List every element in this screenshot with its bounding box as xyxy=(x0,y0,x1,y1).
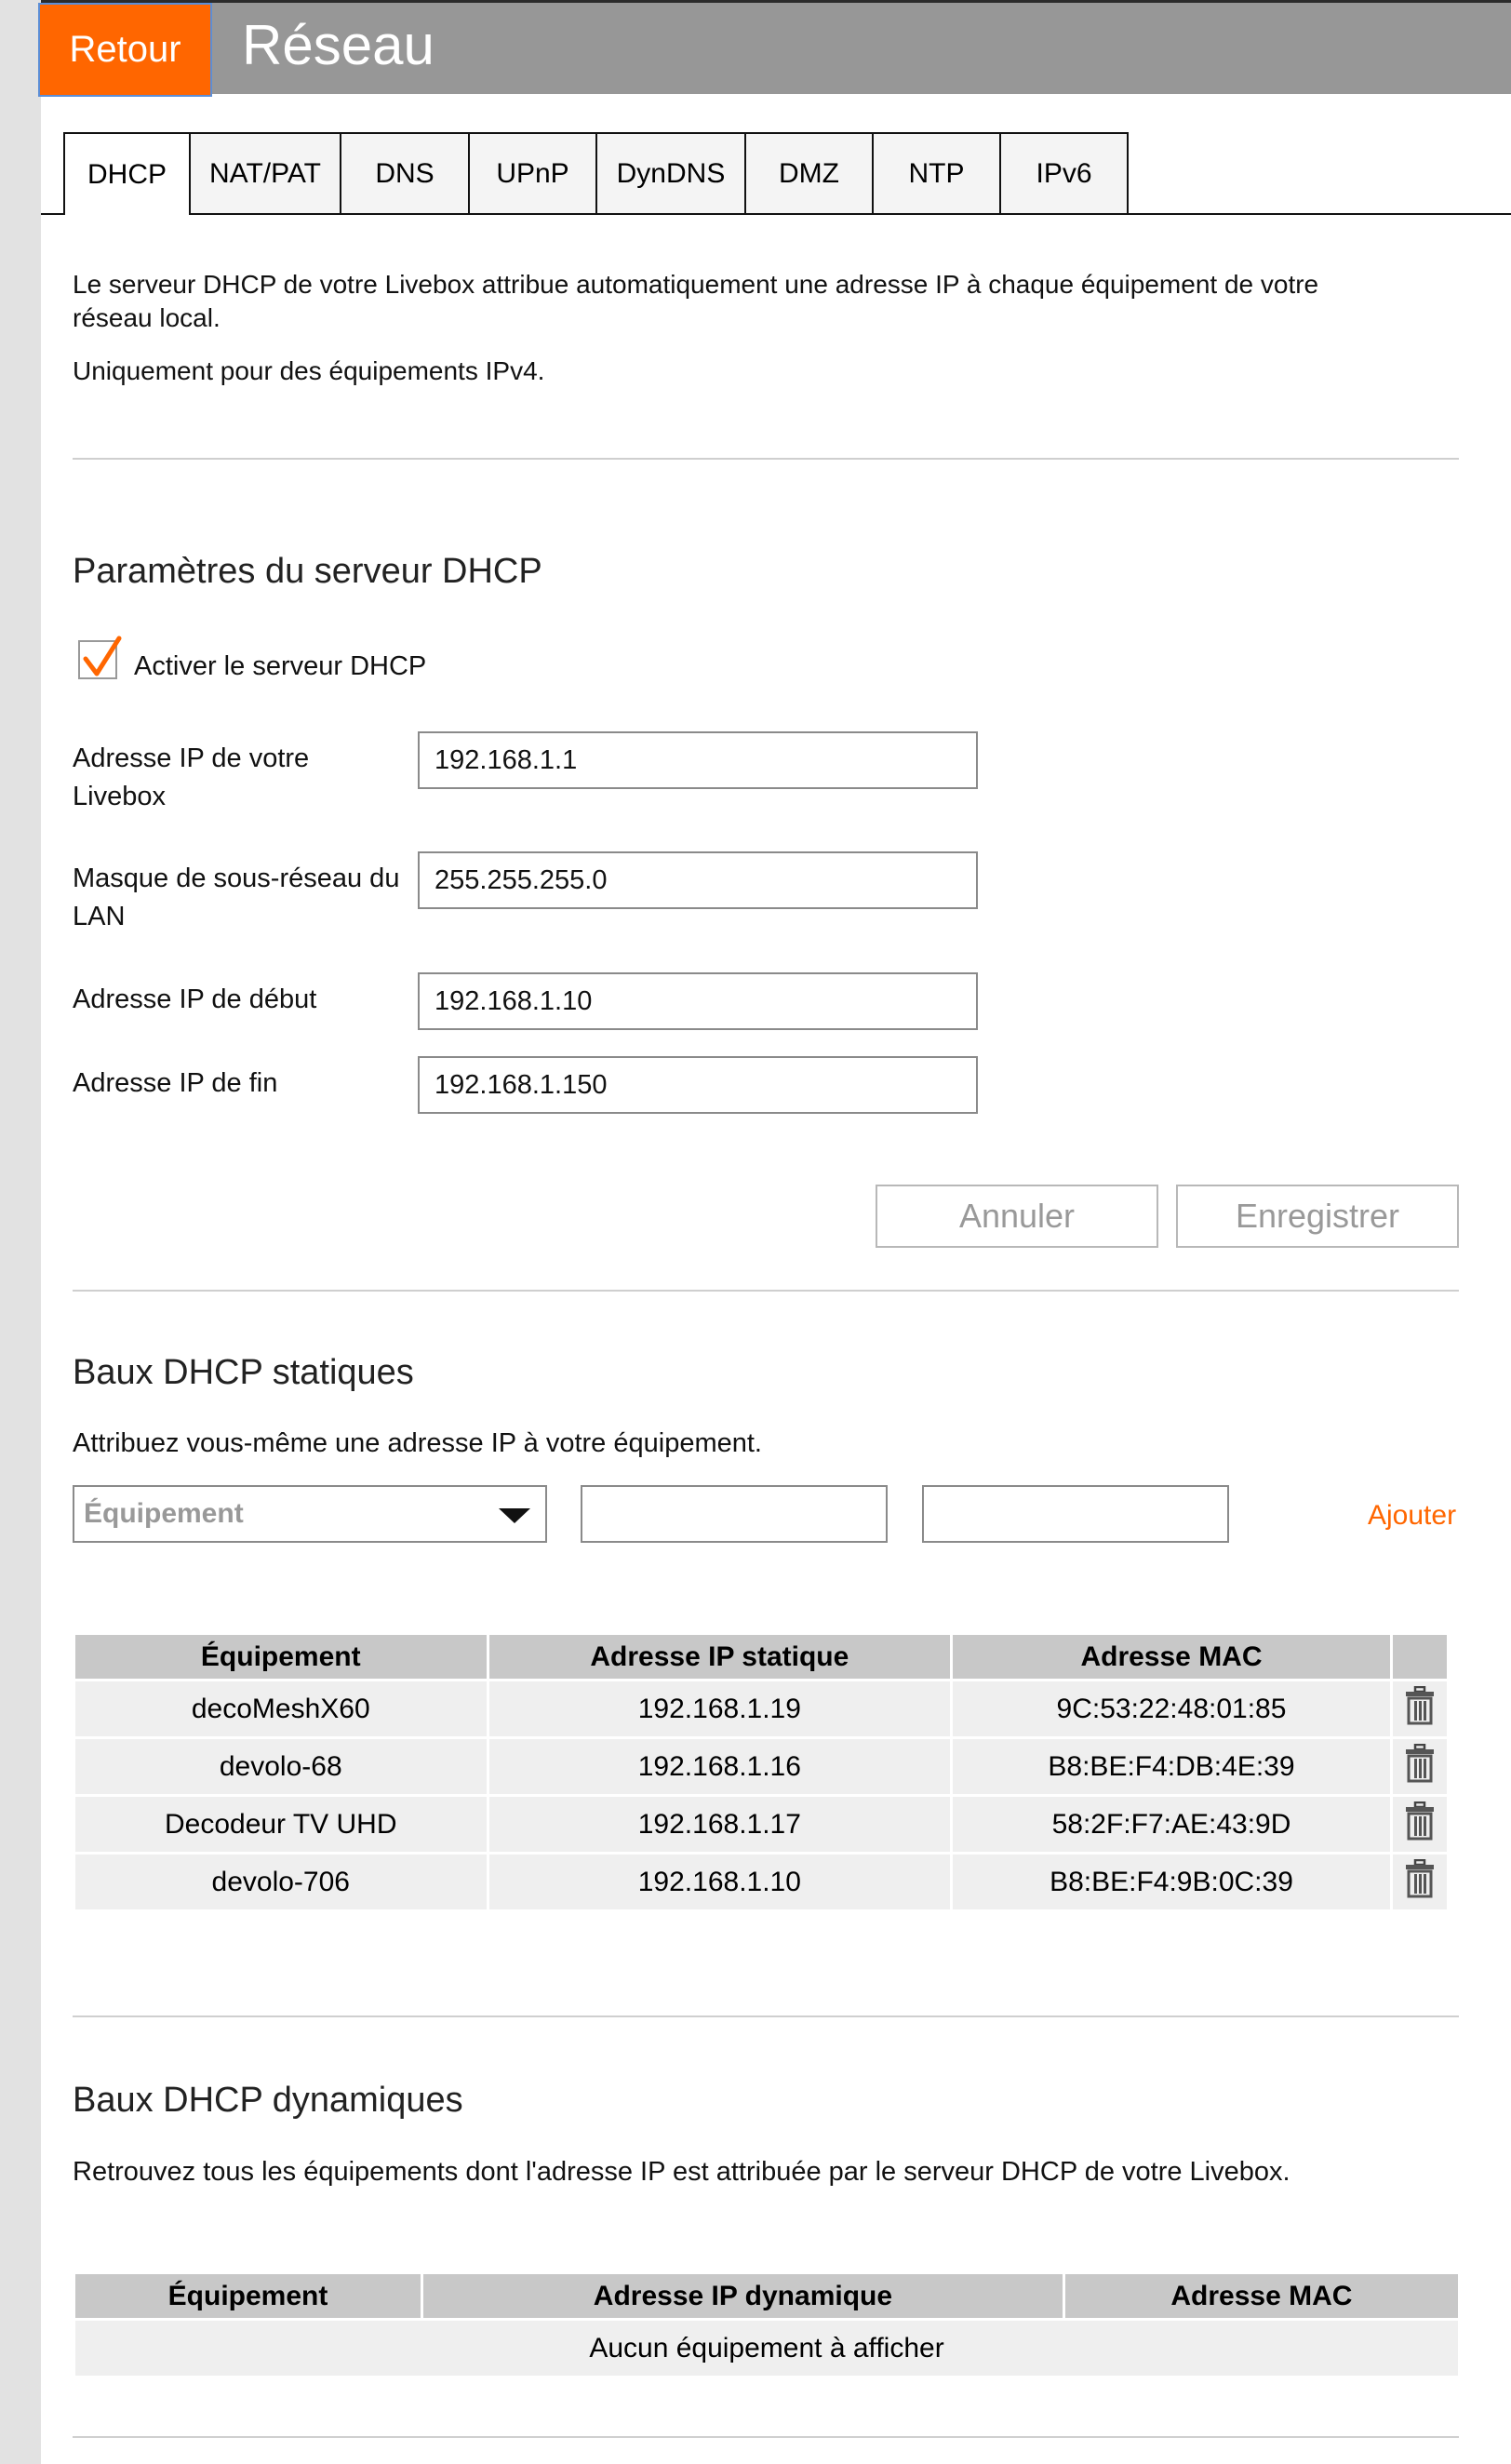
trash-icon[interactable] xyxy=(1405,1686,1435,1733)
cell-device: devolo-706 xyxy=(75,1855,487,1909)
subnet-mask-label: Masque de sous-réseau du xyxy=(73,864,400,893)
back-button[interactable]: Retour xyxy=(38,3,212,97)
start-ip-label: Adresse IP de début xyxy=(73,984,317,1014)
subnet-mask-input[interactable] xyxy=(418,851,978,909)
dynamic-leases-table xyxy=(73,2271,1461,2378)
column-header-mac: Adresse MAC xyxy=(953,1635,1390,1679)
divider xyxy=(73,1290,1459,1292)
cell-device: devolo-68 xyxy=(75,1739,487,1794)
tab-ntp[interactable]: NTP xyxy=(874,132,1001,215)
tab-dns[interactable]: DNS xyxy=(341,132,470,215)
page-title: Réseau xyxy=(242,13,435,76)
intro-text-line-2: réseau local. xyxy=(73,303,221,332)
column-header-dynamic-ip: Adresse IP dynamique xyxy=(423,2274,1063,2318)
enable-dhcp-checkbox[interactable] xyxy=(78,640,117,679)
cell-device: Decodeur TV UHD xyxy=(75,1797,487,1852)
table-row xyxy=(75,1855,1447,1909)
tab-upnp[interactable]: UPnP xyxy=(470,132,597,215)
mac-address-input[interactable] xyxy=(922,1485,1229,1543)
save-button[interactable]: Enregistrer xyxy=(1176,1185,1459,1248)
cell-ip: 192.168.1.17 xyxy=(489,1797,951,1852)
divider xyxy=(73,458,1459,460)
column-header-device: Équipement xyxy=(75,1635,487,1679)
end-ip-label: Adresse IP de fin xyxy=(73,1068,278,1098)
tab-ipv6[interactable]: IPv6 xyxy=(1001,132,1129,215)
column-header-mac: Adresse MAC xyxy=(1065,2274,1458,2318)
cell-mac: 9C:53:22:48:01:85 xyxy=(953,1681,1390,1736)
livebox-ip-label-line-2: Livebox xyxy=(73,782,166,811)
table-row xyxy=(75,1681,1447,1736)
trash-icon[interactable] xyxy=(1405,1801,1435,1848)
tab-nat-pat[interactable]: NAT/PAT xyxy=(191,132,341,215)
divider xyxy=(73,2436,1459,2438)
tab-baseline-right xyxy=(1129,213,1511,215)
tab-dmz[interactable]: DMZ xyxy=(746,132,874,215)
cell-ip: 192.168.1.19 xyxy=(489,1681,951,1736)
tab-bar xyxy=(63,132,1129,215)
static-leases-table xyxy=(73,1632,1450,1912)
divider xyxy=(73,2015,1459,2017)
device-select-placeholder: Équipement xyxy=(84,1498,244,1529)
livebox-ip-input[interactable] xyxy=(418,731,978,789)
subnet-mask-label-line-2: LAN xyxy=(73,902,126,931)
intro-text-line-3: Uniquement pour des équipements IPv4. xyxy=(73,356,545,385)
empty-row xyxy=(75,2321,1458,2376)
start-ip-input[interactable] xyxy=(418,972,978,1030)
empty-message: Aucun équipement à afficher xyxy=(75,2321,1458,2376)
cell-actions xyxy=(1393,1855,1447,1909)
table-row xyxy=(75,1739,1447,1794)
trash-icon[interactable] xyxy=(1405,1744,1435,1790)
trash-icon[interactable] xyxy=(1405,1859,1435,1906)
tab-baseline-left xyxy=(41,213,63,215)
livebox-ip-label: Adresse IP de votre xyxy=(73,743,310,773)
cell-actions xyxy=(1393,1797,1447,1852)
cell-actions xyxy=(1393,1739,1447,1794)
dhcp-settings-heading: Paramètres du serveur DHCP xyxy=(73,552,542,591)
column-header-static-ip: Adresse IP statique xyxy=(489,1635,951,1679)
table-row xyxy=(75,1797,1447,1852)
cell-device: decoMeshX60 xyxy=(75,1681,487,1736)
dynamic-leases-heading: Baux DHCP dynamiques xyxy=(73,2081,463,2120)
enable-dhcp-label: Activer le serveur DHCP xyxy=(134,651,427,681)
left-edge-strip xyxy=(0,0,41,2464)
intro-text-line-1: Le serveur DHCP de votre Livebox attribue automatiquement une adresse IP à chaque équipement de votre xyxy=(73,270,1319,299)
column-header-device: Équipement xyxy=(75,2274,421,2318)
cell-actions xyxy=(1393,1681,1447,1736)
checkmark-icon xyxy=(78,633,125,681)
tab-dhcp[interactable]: DHCP xyxy=(63,132,191,215)
static-leases-description: Attribuez vous-même une adresse IP à votre équipement. xyxy=(73,1428,762,1458)
dynamic-leases-description: Retrouvez tous les équipements dont l'adresse IP est attribuée par le serveur DHCP de votre Livebox. xyxy=(73,2157,1290,2187)
cell-mac: B8:BE:F4:9B:0C:39 xyxy=(953,1855,1390,1909)
cell-mac: B8:BE:F4:DB:4E:39 xyxy=(953,1739,1390,1794)
cancel-button[interactable]: Annuler xyxy=(876,1185,1158,1248)
cell-ip: 192.168.1.10 xyxy=(489,1855,951,1909)
end-ip-input[interactable] xyxy=(418,1056,978,1114)
device-select[interactable] xyxy=(73,1485,547,1543)
static-ip-input[interactable] xyxy=(581,1485,888,1543)
static-leases-heading: Baux DHCP statiques xyxy=(73,1353,414,1392)
cell-ip: 192.168.1.16 xyxy=(489,1739,951,1794)
tab-dyndns[interactable]: DynDNS xyxy=(597,132,746,215)
dropdown-arrow-icon xyxy=(499,1508,530,1523)
cell-mac: 58:2F:F7:AE:43:9D xyxy=(953,1797,1390,1852)
add-lease-link[interactable]: Ajouter xyxy=(1368,1500,1457,1531)
column-header-actions xyxy=(1393,1635,1447,1679)
